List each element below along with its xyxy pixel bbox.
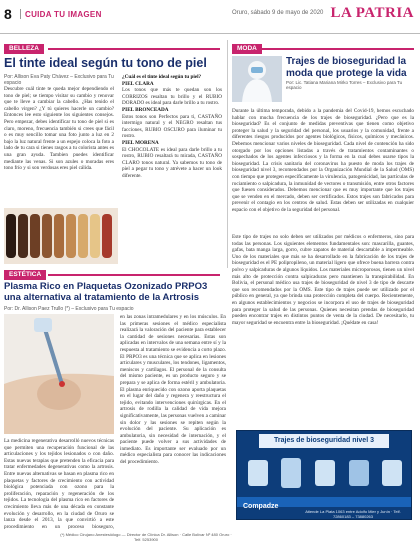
ad-logo: Compadze: [243, 503, 279, 510]
estetica-column-2: en las zonas intramedulares y en los músculos. En las primeras sesiones el médico especialista realizará la valoración del paciente para establecer la cantidad de sesiones necesarias. Estas son aplicadas en intervalos de una semana entre sí y la respuesta al tratamiento se evidencia a corto plazo. El PRPO3 es una técnica que se aplica en lesiones articulares y musculares, los tendones, ligamentos, meniscos y cartílagos. El personal de la consulta del mismo paciente, es un producto seguro y se prepara y se aplica de forma estéril y ambulatoria. El plasma enriquecido con ozono aporta plaquetas en el lugar del daño y regenera y reestructura el tejido, evitando intervenciones quirúrgicas. En el artrosis de rodilla la calidad de vida mejora significativamente, las personas vuelven a caminar sin dolor y las sesiones se repiten según la evolución del paciente. Su aplicación es ambulatoria, sin necesidad de internación, y el paciente puede volver a sus actividades de inmediato. Es importante ser evaluado por un médico especialista para conocer las indicaciones del procedimiento.: [120, 314, 226, 466]
estetica-author-credit: (*) Médico Cirujano Anestesiólogo — Director de Clínica Dr. Allison · Calle Bolívar Nº 480 Oruro · Telf. 5253900: [60, 532, 232, 542]
column-divider: [227, 40, 228, 268]
ad-product-suit: [248, 460, 268, 486]
page-number: 8: [4, 6, 12, 22]
belleza-column-1: Descubre cuál tinte te queda mejor dependiendo el tono de piel; se tiempo visitar su cambio y renovar que te lleve a cambiar la cabello. ¿Has tenido el cabello virgen? ¿Y tú quieres hacerle un cambio? Entonces lee esto siguiente los siguientes consejos. Pero empezar, debes identificar tu tono de piel si es claro, moreno, frecuencia también si crees que fácil o es muy sencillo tomar una foto junto a luz en 2 bajo la luz natural frente a un espejo coloca la foto a lado de tu cara si tienes rasgos a tu colorista antes es una gran ayuda. Tambien puedes identificar mediante las venas. Si son azules o moradas eres tono frío y si son verdosas eres piel cálida.: [4, 86, 114, 172]
ad-product-gloves: [349, 460, 369, 486]
bioseguridad-advertisement[interactable]: [236, 430, 412, 520]
estetica-tag: ESTÉTICA: [4, 270, 46, 280]
estetica-tag-rule: [48, 274, 220, 276]
section-title: CUIDA TU IMAGEN: [20, 9, 102, 19]
newspaper-brand: LA PATRIA: [330, 5, 414, 21]
estetica-column-1: La medicina regenerativa desarrolló nuevos técnicas que permiten una recuperación funcional de las articulaciones y los tejidos lesionados o con daño. Estas nuevas terapias que pretenden la eficacia para tratar enfermedades degenerativas como la artrosis. Entre nuevas alternativas se basan en plasma rico en plaquetas y factores de crecimiento con actividad biológica potenciada con ozono para la proliferación, reparación y regeneración de los tejidos. La tecnología del plasma rico en factores de crecimiento lleva más de una década en constante evolución y desarrollo, en la ciudad de Oruro se lanza desde el 2013, la que convirtió a este procedimiento en un proceso bioseguro,: [4, 438, 114, 530]
belleza-tag-rule: [48, 48, 220, 50]
ad-product-images: [241, 453, 409, 493]
estetica-photo-knee-treatment: [4, 314, 114, 434]
ad-product-goggles: [382, 460, 402, 486]
estetica-byline: Por: Dr. Allison Paez Trullo (*) – Exclusivo para Tu espacio: [4, 306, 134, 312]
ad-contact: Atiende La Plata 1063 entre Adolfo Mier y Junín · Telf. 72860183 – 73880263: [305, 509, 401, 519]
moda-column-2: Este tipo de trajes no solo deben ser utilizados por médicos o enfermeros, sino para todas las personas. Los siguientes elementos fundamentales son: mascarilla, guantes, gafas, bata manga larga, gorro, cubre zapatos de material descartable a impermeable. Uno de los materiales que más se ha desarrollado en la fabricación de los trajes de bioseguridad es el PE polipropileno, un material ligero que ofrece buena barrera contra polvo y salpicaduras de algunos líquidos. Los materiales microporosos, tienen un nivel más alto de protección contra salpicaduras pero mantienen la transpirabilidad. En Bolivia, el personal médico usa trajes de bioseguridad de nivel 3 de tipo de descarte que son recomendados por la OMS. Este tipo de trajes puede ser utilizado por el público en general, ya que brinda una protección completa del cuerpo. Recientemente, en algunos establecimientos y negocios se incorpora el uso de trajes de bioseguridad para proteger la salud de las personas. Quienes necesitan prendas de bioseguridad pueden encontrar trajes en distintos puntos de venta de la ciudad. De necesitarlo, tu mayor seguridad se encuentra entre la bioseguridad. ¡Quédate en casa!: [232, 234, 414, 326]
moda-tag-rule: [262, 48, 414, 50]
ad-title: Trajes de bioseguridad nivel 3: [259, 434, 389, 448]
belleza-headline: El tinte ideal según tu tono de piel: [4, 56, 207, 70]
belleza-photo-hair-colors: [4, 208, 118, 264]
estetica-headline: Plasma Rico en Plaquetas Ozonizado PRPO3 una alternativa al tratamiento de la Artrosis: [4, 281, 208, 303]
belleza-piel-morena-heading: PIEL MORENA: [122, 139, 159, 146]
belleza-byline: Por: Allison Eva Paty Chávez – Exclusivo para Tu espacio: [4, 74, 114, 86]
moda-tag: MODA: [232, 44, 262, 54]
belleza-piel-bronceada-text: Estos tonos son Perfectos para ti, CASTAÑO intermigo natural y el NEGRO resaltan tus facciones, RUBIO OSCURO para iluminar tu rostro.: [122, 113, 222, 140]
moda-headline: Trajes de bioseguridad la moda que protege la vida: [286, 56, 407, 79]
belleza-piel-morena-text: El CHOCOLATE es ideal para darle brillo a tu rostro, RUBIO resaltará tu mirada, CASTAÑO CLARO tonos natural. Ya sabemos tu tono de piel a pegar tu tono y atrévete a hacer un look diferente.: [122, 146, 222, 179]
belleza-question: ¿Cuál es el tinte ideal según tu piel?: [122, 74, 202, 80]
belleza-piel-clara-text: Los tonos que más te quedan son los CORRIZOS resaltan tu brillo y el RUBIO DORADO es ideal para darle brillo a tu rostro.: [122, 87, 222, 107]
belleza-piel-clara-heading: PIEL CLARA: [122, 80, 154, 87]
moda-photo-protective-suit: [232, 56, 282, 102]
ad-product-mask: [315, 460, 335, 486]
belleza-tag: BELLEZA: [4, 44, 44, 54]
ad-product-gown: [281, 458, 301, 488]
page-header: [0, 0, 420, 34]
belleza-column-2: [122, 74, 222, 262]
moda-byline: Por: Lic. Tatiana Mariana Mirko Torres – Exclusivo para Tu espacio: [286, 80, 403, 90]
belleza-piel-bronceada-heading: PIEL BRONCEADA: [122, 106, 169, 113]
dateline: Oruro, sábado 9 de mayo de 2020: [232, 10, 324, 16]
moda-column-1: Durante la última temporada, debido a la pandemia del Covid-19, hemos escuchado hablar con mucha frecuencia de los trajes de bioseguridad. ¿Pero que es la bioseguridad? Es el conjunto de medidas preventivas que tienen como objetivo proteger la salud y la seguridad del personal, los usuarios y la comunidad, frente a diferentes riesgos producidos por agentes biológicos, físicos, químicos y mecánicos. Debemos mencionar varios niveles de bioseguridad. Cada nivel de contención ha sido otorgado por los opciones listadas a través de tratamientos contaminantes o sospechados de los agentes infecciosos y la forma en la cual debes usarse tipos la bioseguridad. La crisis sanitaria del coronavirus ha puesto de moda los trajes de bioseguridad nivel 3, recomendados por la Organización Mundial de la Salud (OMS) con tiempo que protegen específicamente la virulencia, patogenicidad, las partículas de rociamiento o salpicadura, la inmunidad de vectores o transmisión, entre otros factores que fuesen considerados. Debemos mencionar que es muy importante que los trajes que se venden en el mercado, deben ser certificados. Estos trajes son fabricados para prevenir el contagio en los centros de salud. Estas deben ser utilizadas en cualquier espacio con el objetivo de la seguridad del personal.: [232, 108, 414, 213]
